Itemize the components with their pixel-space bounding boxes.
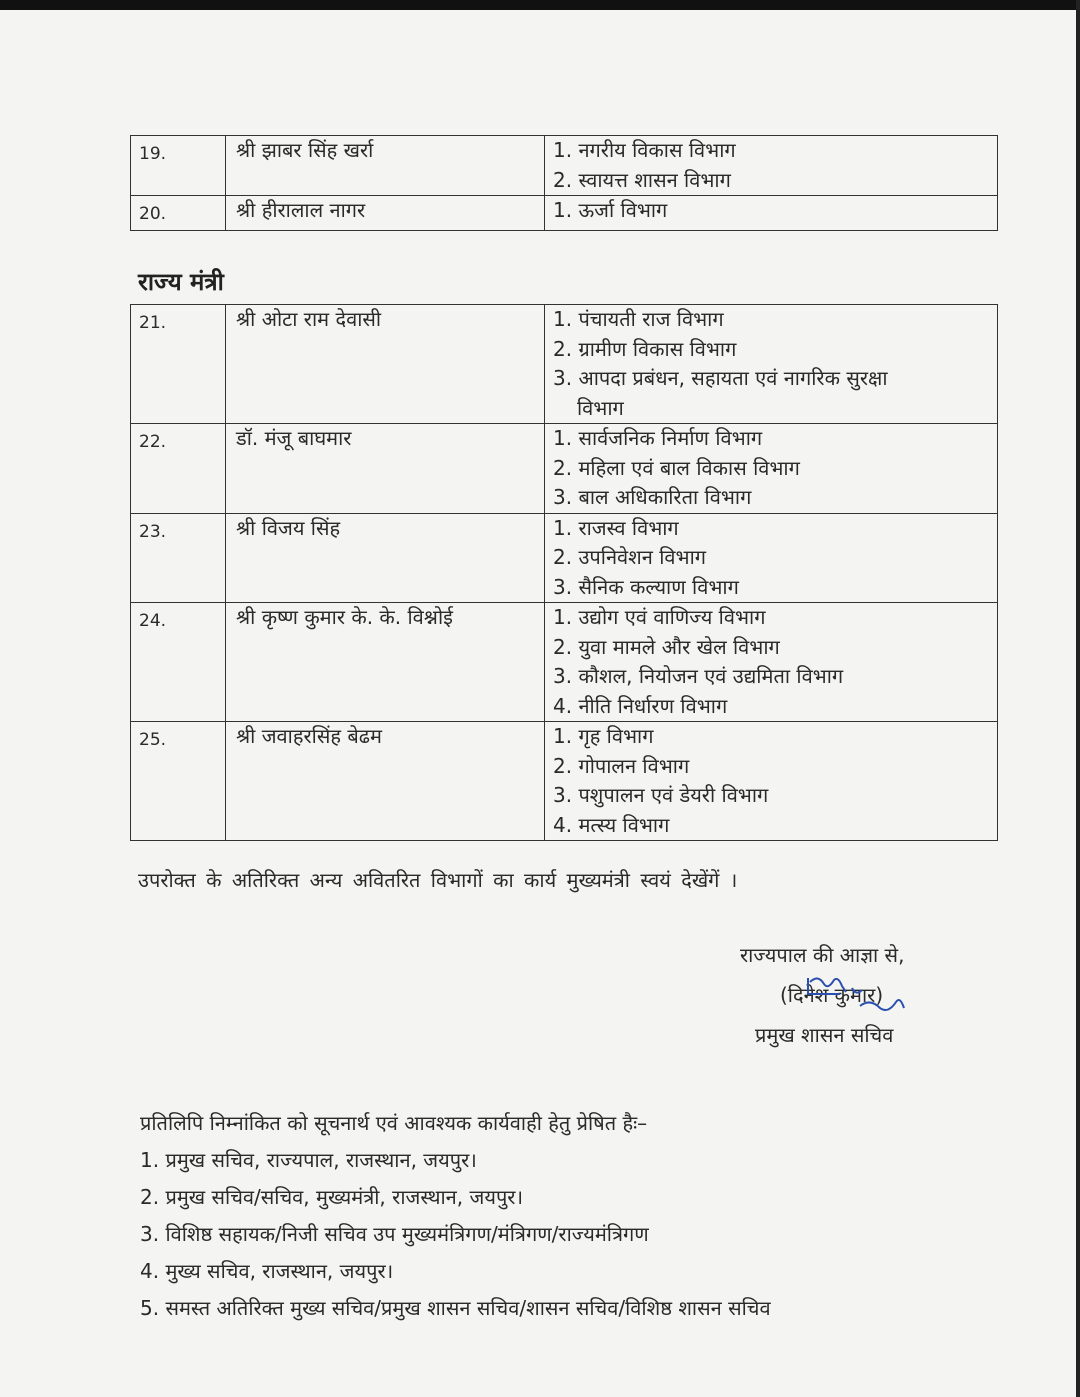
signatory-designation: प्रमुख शासन सचिव [755,1023,894,1047]
department-item: 2. ग्रामीण विकास विभाग [553,336,737,361]
department-list [545,722,998,841]
minister-name: श्री जवाहरसिंह बेढम [226,722,545,841]
allocation-row [131,603,998,722]
department-item: 3. पशुपालन एवं डेयरी विभाग [553,783,769,807]
department-item: 2. युवा मामले और खेल विभाग [553,634,780,659]
department-list [545,136,998,196]
department-item: 3. सैनिक कल्याण विभाग [553,574,739,599]
serial-number: 25. [131,722,226,841]
copy-recipient: 3. विशिष्ठ सहायक/निजी सचिव उप मुख्यमंत्रिगण/मंत्रिगण/राज्यमंत्रिगण [140,1222,649,1246]
allocation-row [131,424,998,514]
serial-number: 20. [131,196,226,231]
allocation-row [131,305,998,424]
serial-number: 23. [131,513,226,603]
department-item: 1. उद्योग एवं वाणिज्य विभाग [553,605,766,629]
minister-name: डॉ. मंजू बाघमार [226,424,545,514]
department-item: 4. मत्स्य विभाग [553,812,670,837]
serial-number: 24. [131,603,226,722]
department-item: 2. गोपालन विभाग [553,753,690,778]
minister-name: श्री झाबर सिंह खर्रा [226,136,545,196]
department-list [545,305,998,424]
department-item: 3. कौशल, नियोजन एवं उद्यमिता विभाग [553,664,844,688]
department-item: 1. पंचायती राज विभाग [553,307,724,331]
department-item: 2. उपनिवेशन विभाग [553,545,707,569]
department-list [545,196,998,231]
cabinet-allocation-table [130,135,998,231]
handwritten-signature [800,968,910,1018]
department-item: 1. राजस्व विभाग [553,515,679,540]
department-item: 1. गृह विभाग [553,724,654,748]
department-item: 4. नीति निर्धारण विभाग [553,693,728,718]
minister-name: श्री ओटा राम देवासी [226,305,545,424]
allocation-row [131,513,998,603]
section-heading: राज्य मंत्री [138,268,224,296]
department-item: 1. ऊर्जा विभाग [553,198,668,222]
department-list [545,603,998,722]
allocation-row [131,196,998,231]
department-item: 1. नगरीय विकास विभाग [553,138,736,162]
department-list [545,424,998,514]
department-item: 3. बाल अधिकारिता विभाग [553,485,752,509]
allocation-row [131,136,998,196]
minister-name: श्री हीरालाल नागर [226,196,545,231]
copy-recipient: 4. मुख्य सचिव, राजस्थान, जयपुर। [140,1259,394,1283]
department-item: विभाग [577,395,624,420]
authority-line: राज्यपाल की आज्ञा से, [740,943,905,967]
department-list [545,513,998,603]
minister-name: श्री कृष्ण कुमार के. के. विश्नोई [226,603,545,722]
department-item: 1. सार्वजनिक निर्माण विभाग [553,426,763,450]
department-item: 2. महिला एवं बाल विकास विभाग [553,455,800,480]
copy-recipient: 2. प्रमुख सचिव/सचिव, मुख्यमंत्री, राजस्थान, जयपुर। [140,1185,524,1209]
copy-forward-list [140,1105,771,1327]
allocation-row [131,722,998,841]
copy-intro: प्रतिलिपि निम्नांकित को सूचनार्थ एवं आवश्यक कार्यवाही हेतु प्रेषित हैः– [140,1111,648,1135]
scan-top-edge [0,0,1080,10]
serial-number: 19. [131,136,226,196]
scan-right-edge [1076,0,1080,1397]
serial-number: 21. [131,305,226,424]
serial-number: 22. [131,424,226,514]
unallocated-note: उपरोक्त के अतिरिक्त अन्य अवितरित विभागों का कार्य मुख्यमंत्री स्वयं देखेंगें । [138,868,738,892]
department-item: 3. आपदा प्रबंधन, सहायता एवं नागरिक सुरक्षा [553,366,888,390]
minister-name: श्री विजय सिंह [226,513,545,603]
department-item: 2. स्वायत्त शासन विभाग [553,167,731,192]
copy-recipient: 5. समस्त अतिरिक्त मुख्य सचिव/प्रमुख शासन सचिव/शासन सचिव/विशिष्ठ शासन सचिव [140,1296,771,1320]
state-ministers-allocation-table [130,304,998,841]
copy-recipient: 1. प्रमुख सचिव, राज्यपाल, राजस्थान, जयपुर। [140,1148,477,1172]
signatory-name: (दिनेश कुमार) [780,983,884,1007]
